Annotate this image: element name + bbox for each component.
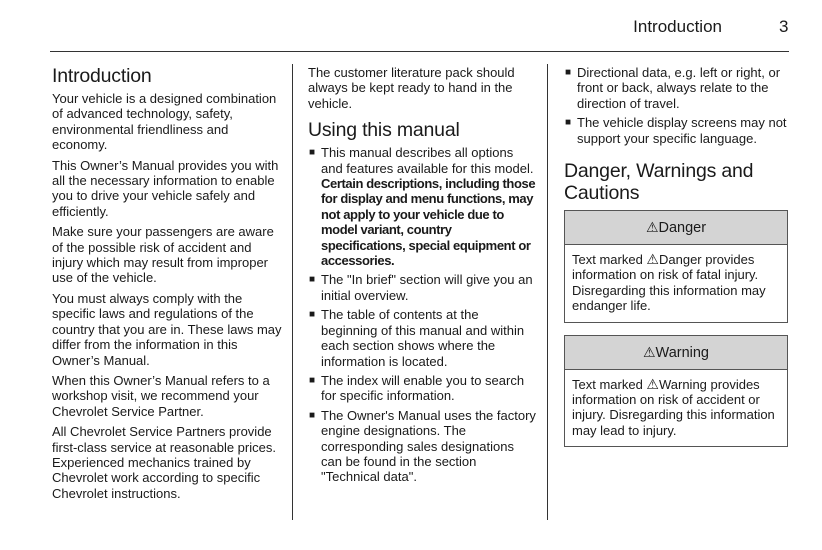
column-divider-2 <box>547 64 548 520</box>
intro-paragraph-6: All Chevrolet Service Partners provide first-class service at reasonable prices. Experienced mechanics trained by Chevrolet work according to specific Chevrolet instructions. <box>52 424 276 501</box>
warning-title: Warning <box>655 344 710 361</box>
list-item: ■ The vehicle display screens may not support your specific language. <box>565 115 787 146</box>
warning-triangle-icon: ⚠ <box>646 251 659 268</box>
intro-paragraph-2: This Owner’s Manual provides you with all the necessary information to enable you to drive your vehicle safely and efficiently. <box>52 157 279 219</box>
intro-paragraph-4: You must always comply with the specific laws and regulations of the country that you are in. These laws may differ from the information in this Owner’s Manual. <box>52 290 282 368</box>
direction-list <box>564 65 788 146</box>
danger-box <box>564 210 788 323</box>
intro-paragraph-1: Your vehicle is a designed combination of advanced technology, safety, environmental friendliness and economy. <box>52 91 277 153</box>
warning-triangle-icon: ⚠ <box>642 343 656 360</box>
running-header-title: Introduction <box>633 17 722 36</box>
bullet-icon: ■ <box>565 117 572 129</box>
warning-box-text: Text marked ⚠Warning provides information on risk of accident or injury. Disregarding this information may lead to injury. <box>572 375 775 438</box>
list-item: ■ This manual describes all options and features available for this model. Certain descriptions, including those for display and menu functions, may not apply to your vehicle due to model variant, country specifications, special equipment or accessories. <box>309 145 536 269</box>
column-1 <box>52 65 284 506</box>
section-heading-danger-warnings: Danger, Warnings and Cautions <box>564 160 754 205</box>
danger-title: Danger <box>658 220 707 237</box>
bold-disclaimer: Certain descriptions, including those for display and menu functions, may not apply to your vehicle due to model variant, country specifications, special equipment or accessories. <box>321 176 536 269</box>
page-number: 3 <box>779 17 789 36</box>
bullet-icon: ■ <box>309 274 316 286</box>
intro-paragraph-3: Make sure your passengers are aware of the possible risk of accident and injury which may result from improper use of the vehicle. <box>52 224 274 286</box>
bullet-icon: ■ <box>309 147 316 159</box>
section-heading-introduction: Introduction <box>52 65 152 87</box>
using-manual-list <box>308 145 536 485</box>
column-divider-1 <box>292 64 293 520</box>
danger-box-header <box>565 211 787 245</box>
section-heading-using-manual: Using this manual <box>308 119 460 142</box>
bullet-icon: ■ <box>309 374 316 386</box>
list-item: ■ The Owner's Manual uses the factory engine designations. The corresponding sales designations can be found in the section "Technical data". <box>309 407 536 485</box>
bullet-icon: ■ <box>309 409 316 421</box>
warning-triangle-icon: ⚠ <box>646 375 659 392</box>
header-divider <box>50 51 789 52</box>
list-item: ■ The table of contents at the beginning of this manual and within each section shows where the information is located. <box>309 307 525 369</box>
bullet-icon: ■ <box>565 67 572 78</box>
list-item: ■ Directional data, e.g. left or right, or front or back, always relate to the direction of travel. <box>565 65 781 111</box>
column-2 <box>308 65 536 489</box>
list-item: ■ The "In brief" section will give you an initial overview. <box>309 272 533 303</box>
warning-triangle-icon: ⚠ <box>645 219 659 236</box>
literature-pack-paragraph: The customer literature pack should always be kept ready to hand in the vehicle. <box>308 65 515 111</box>
warning-box-header <box>565 336 787 370</box>
danger-box-text: Text marked ⚠Danger provides information on risk of fatal injury. Disregarding this information may endanger life. <box>572 251 766 314</box>
intro-paragraph-5: When this Owner’s Manual refers to a workshop visit, we recommend your Chevrolet Service Partner. <box>52 372 270 419</box>
bullet-icon: ■ <box>309 309 316 321</box>
column-3 <box>564 65 788 459</box>
list-item: ■ The index will enable you to search for specific information. <box>309 372 525 404</box>
warning-box <box>564 335 788 448</box>
